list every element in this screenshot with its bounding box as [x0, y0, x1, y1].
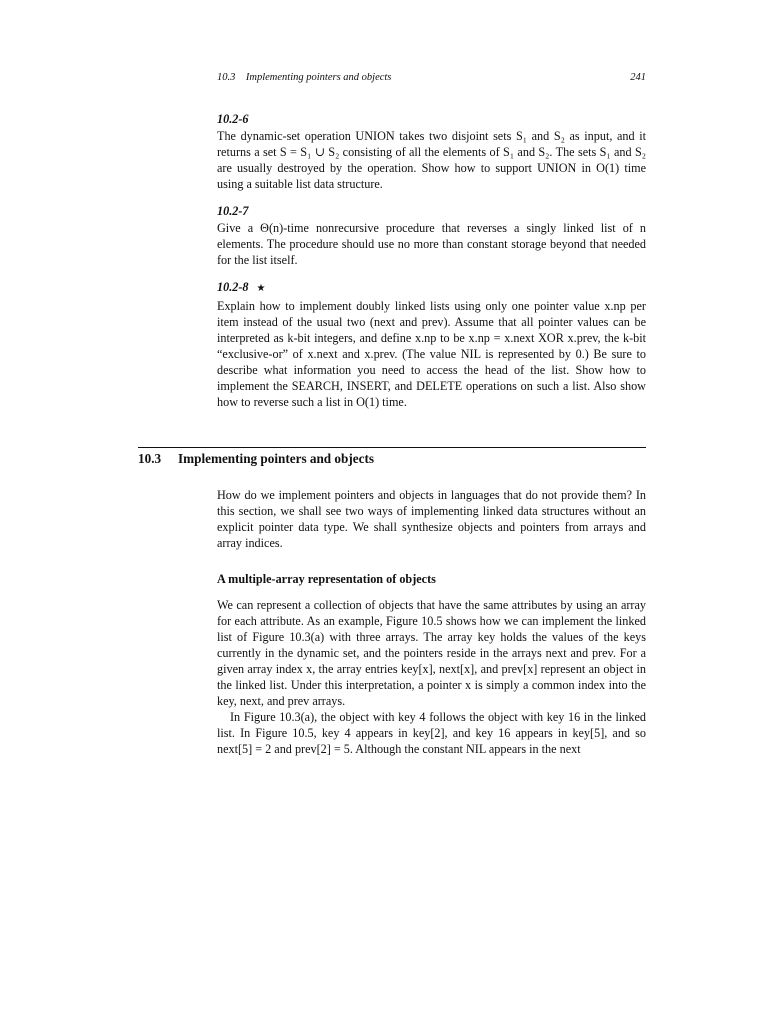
page-number: 241 [630, 72, 646, 83]
exercise-text: Give a Θ(n)-time nonrecursive procedure that reverses a singly linked list of n elements. The procedure should use no more than constant storage beyond that needed for the list itself. [217, 221, 646, 267]
paragraph-1: We can represent a collection of objects that have the same attributes by using an array for each attribute. As an example, Figure 10.5 shows how we can implement the linked list of Figure 10.3(a) with three arrays. The array key holds the values of the keys currently in the dynamic set, and the pointers reside in the arrays next and prev. For a given array index x, the array entries key[x], next[x], and prev[x] represent an object in the linked list. Under this interpretation, a pointer x is simply a common index into the key, next, and prev arrays. [217, 598, 646, 708]
section-number: 10.3 [138, 451, 162, 466]
section-intro [217, 487, 646, 551]
exercise-10-2-6 [217, 111, 646, 192]
exercise-text: Explain how to implement doubly linked lists using only one pointer value x.np per item instead of the usual two (next and prev). Assume that all pointer values can be interpreted as k-bit integers, and define x.np to be x.np = x.next XOR x.prev, the k-bit “exclusive-or” of x.next and x.prev. (The value NIL is represented by 0.) Be sure to describe what information you need to access the head of the list. Show how to implement the SEARCH, INSERT, and DELETE operations on such a list. Also show how to reverse such a list in O(1) time. [217, 299, 646, 409]
exercise-10-2-7 [217, 203, 646, 268]
exercise-title: 10.2-8 [217, 280, 249, 294]
exercise-title-row [217, 279, 646, 297]
exercise-text: The dynamic-set operation UNION takes two disjoint sets S₁ and S₂ as input, and it returns a set S = S₁ ∪ S₂ consisting of all the elements of S₁ and S₂. The sets S₁ and S₂ are usually destroyed by the operation. Show how to support UNION in O(1) time using a suitable list data structure. [217, 129, 646, 191]
subsection [217, 571, 646, 587]
exercise-title: 10.2-7 [217, 204, 249, 218]
subsection-heading: A multiple-array representation of objects [217, 572, 436, 586]
exercise-10-2-8 [217, 279, 646, 410]
subsection-body [217, 597, 646, 757]
paragraph-2: In Figure 10.3(a), the object with key 4 follows the object with key 16 in the linked list. In Figure 10.5, key 4 appears in key[2], and key 16 appears in key[5], and so next[5] = 2 and prev[2] = 5. Although the constant NIL appears in the next [217, 710, 646, 756]
intro-paragraph: How do we implement pointers and objects in languages that do not provide them? In this section, we shall see two ways of implementing linked data structures without an explicit pointer data type. We shall synthesize objects and pointers from arrays and array indices. [217, 488, 646, 550]
section-heading [138, 451, 374, 467]
running-head-section: 10.3 Implementing pointers and objects [217, 72, 392, 83]
star-icon: ★ [256, 283, 266, 294]
exercise-title: 10.2-6 [217, 112, 249, 126]
section-title: Implementing pointers and objects [178, 451, 374, 466]
section-rule [138, 447, 646, 448]
running-head [217, 72, 646, 83]
